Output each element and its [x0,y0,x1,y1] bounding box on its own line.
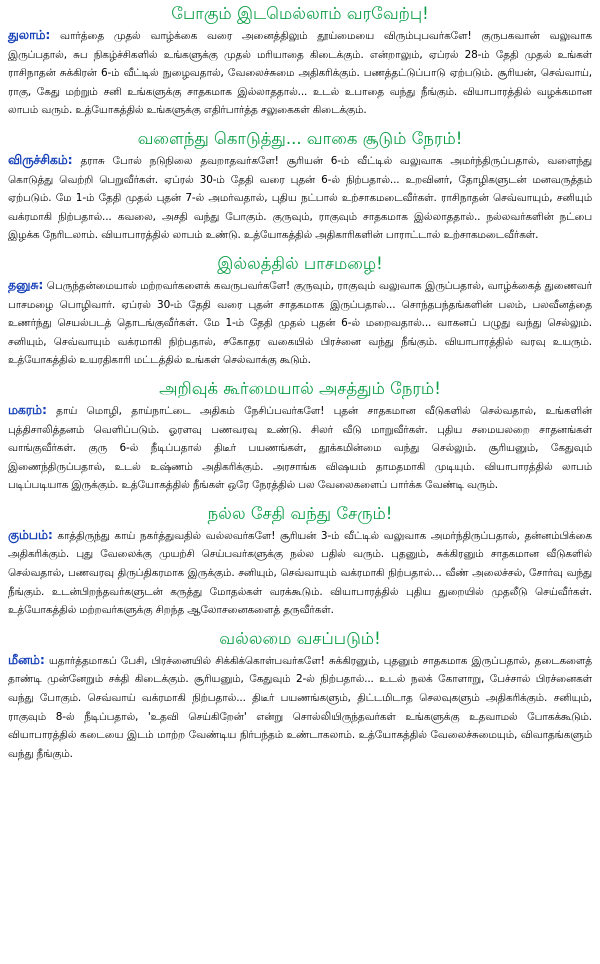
section-dhanusu [8,252,592,370]
section-text: பெருந்தன்மையால் மற்றவர்களைக் கவருபவர்களே! குருவும், ராகுவும் வலுவாக இருப்பதால், வாழ்க்கைத் துணைவர் பாசமழை பொழிவார். ஏப்ரல் 30-ம் தேதி வரை புதன் சாதகமாக இருப்பதால்... சொந்தபந்தங்களின் பலம், பலவீனத்தை உணர்ந்து செயல்படத் தொடங்குவீர்கள். மே 1-ம் தேதி முதல் புதன் 6-ல் மறைவதால்... வாகனப் பழுது வந்து செல்லும். சனியும், செவ்வாயும் வக்ரமாகி நிற்பதால், சகோதர வகையில் பிரச்னை வந்து நீங்கும். வியாபாரத்தில் வரவு உயரும். உத்யோகத்தில் உயரதிகாரி மட்டத்தில் உங்கள் செல்வாக்கு கூடும். [8,279,592,367]
section-meenam [8,627,592,764]
section-heading: இல்லத்தில் பாசமழை! [217,253,383,273]
section-text: காத்திருந்து காய் நகர்த்துவதில் வல்லவர்களே! சூரியன் 3-ம் வீட்டில் வலுவாக அமர்ந்திருப்பதால், தன்னம்பிக்கை அதிகரிக்கும். புது வேலைக்கு முயற்சி செய்பவர்களுக்கு நல்ல பதில் வரும். புதனும், சுக்கிரனும் சாதகமான வீடுகளில் செல்வதால், பணவரவு திருப்திகரமாக இருக்கும். சனியும், செவ்வாயும் வக்ரமாகி நிற்பதால்... வீண் அலைச்சல், சோர்வு வந்து நீங்கும். உடன்பிறந்தவர்களுடன் கருத்து மோதல்கள் வரக்கூடும். வியாபாரத்தில் புதிய துறையில் முதலீடு செய்வீர்கள். உத்யோகத்தில் மற்றவர்களுக்கு சிறந்த ஆலோசனைகளைத் தருவீர்கள். [8,529,592,617]
section-body [8,651,592,764]
sign-name: மீனம்: [8,651,45,667]
section-heading: வளைந்து கொடுத்து... வாகை சூடும் நேரம்! [137,128,463,148]
section-heading: போகும் இடமெல்லாம் வரவேற்பு! [171,4,429,23]
sign-name: தனுசு: [8,276,44,292]
section-text: வார்த்தை முதல் வாழ்க்கை வரை அனைத்திலும் தூய்மையை விரும்புபவர்களே! குருபகவான் வலுவாக இருப்பதால், சுப நிகழ்ச்சிகளில் உங்களுக்கு முதல் மரியாதை கிடைக்கும். என்றாலும், ஏப்ரல் 28-ம் தேதி முதல் உங்கள் ராசிநாதன் சுக்கிரன் 6-ம் வீட்டில் நுழைவதால், வேலைச்சுமை அதிகரிக்கும். பணத்தட்டுப்பாடு ஏற்படும். சூரியன், செவ்வாய், ராகு, கேது மற்றும் சனி உங்களுக்கு சாதகமாக இல்லாததால்... உடல் உபாதை வந்து நீங்கும். வியாபாரத்தில் வழக்கமான லாபம் வரும். உத்யோகத்தில் உங்களுக்கு எதிர்பார்த்த சலுகைகள் கிடைக்கும். [8,30,592,117]
section-body [8,401,592,495]
section-body [8,276,592,370]
section-body [8,151,592,245]
section-text: யதார்த்தமாகப் பேசி, பிரச்னையில் சிக்கிக்கொள்பவர்களே! சுக்கிரனும், புதனும் சாதகமாக இருப்பதால், தடைகளைத் தாண்டி முன்னேறும் சக்தி கிடைக்கும். சூரியனும், கேதுவும் 2-ல் நிற்பதால்... உடல் நலக் கோளாறு, பேச்சால் பிரச்னைகள் வந்து போகும். செவ்வாய் வக்ரமாகி நிற்பதால்... திடீர் பயணங்களும், திட்டமிடாத செலவுகளும் அதிகரிக்கும். சனியும், ராகுவும் 8-ல் நீடிப்பதால், 'உதவி செய்கிறேன்' என்று சொல்லியிருந்தவர்கள் உங்களுக்கு உதவாமல் போகக்கூடும். வியாபாரத்தில் கடையை இடம் மாற்ற வேண்டிய நிர்பந்தம் உண்டாகலாம். உத்யோகத்தில் வேலைச்சுமையும், விவாதங்களும் வந்து நீங்கும். [8,654,592,760]
sign-name: விருச்சிகம்: [8,151,73,167]
section-heading: அறிவுக் கூர்மையால் அசத்தும் நேரம்! [159,378,441,398]
section-kumbam [8,502,592,620]
section-body [8,526,592,620]
section-heading: வல்லமை வசப்படும்! [219,628,381,648]
section-text: தராசு போல் நடுநிலை தவறாதவர்களே! சூரியன் 6-ம் வீட்டில் வலுவாக அமர்ந்திருப்பதால், வளைந்து கொடுத்து வெற்றி பெறுவீர்கள். ஏப்ரல் 30-ம் தேதி வரை புதன் 6-ல் நிற்பதால்... உறவினர், தோழிகளுடன் மனவருத்தம் ஏற்படும். மே 1-ம் தேதி முதல் புதன் 7-ல் அமர்வதால், புதிய நட்பால் உற்சாகமடைவீர்கள். ராசிநாதன் செவ்வாயும், சனியும் வக்ரமாகி நிற்பதால்... கவலை, அசதி வந்து போகும். குருவும், ராகுவும் சாதகமாக இல்லாததால்.. நல்லவர்களின் நட்பை இழக்க நேரிடலாம். வியாபாரத்தில் லாபம் உண்டு. உத்யோகத்தில் அதிகாரிகளின் பாராட்டால் உற்சாகமடைவீர்கள். [8,154,592,242]
section-magaram [8,377,592,495]
sign-name: துலாம்: [8,27,51,42]
section-body [8,26,592,120]
section-heading: நல்ல சேதி வந்து சேரும்! [207,503,393,523]
section-viruchigam [8,127,592,245]
section-text: தாய் மொழி, தாய்நாட்டை அதிகம் நேசிப்பவர்களே! புதன் சாதகமான வீடுகளில் செல்வதால், உங்களின் புத்திசாலித்தனம் வெளிப்படும். ஓரளவு பணவரவு உண்டு. சிலர் வீடு மாறுவீர்கள். புதிய சமையலறை சாதனங்கள் வாங்குவீர்கள். குரு 6-ல் நீடிப்பதால் திடீர் பயணங்கள், தூக்கமின்மை வந்து செல்லும். சூரியனும், கேதுவும் இணைந்திருப்பதால், உடல் உஷ்ணம் அதிகரிக்கும். அரசாங்க விஷயம் தாமதமாகி முடியும். வியாபாரத்தில் லாபம் படிப்படியாக இருக்கும். உத்யோகத்தில் நீங்கள் ஒரே நேரத்தில் பல வேலைகளைப் பார்க்க வேண்டி வரும். [8,404,592,492]
sign-name: மகரம்: [8,401,47,417]
sign-name: கும்பம்: [8,526,53,542]
horoscope-page [0,2,600,964]
section-thulam [8,2,592,120]
